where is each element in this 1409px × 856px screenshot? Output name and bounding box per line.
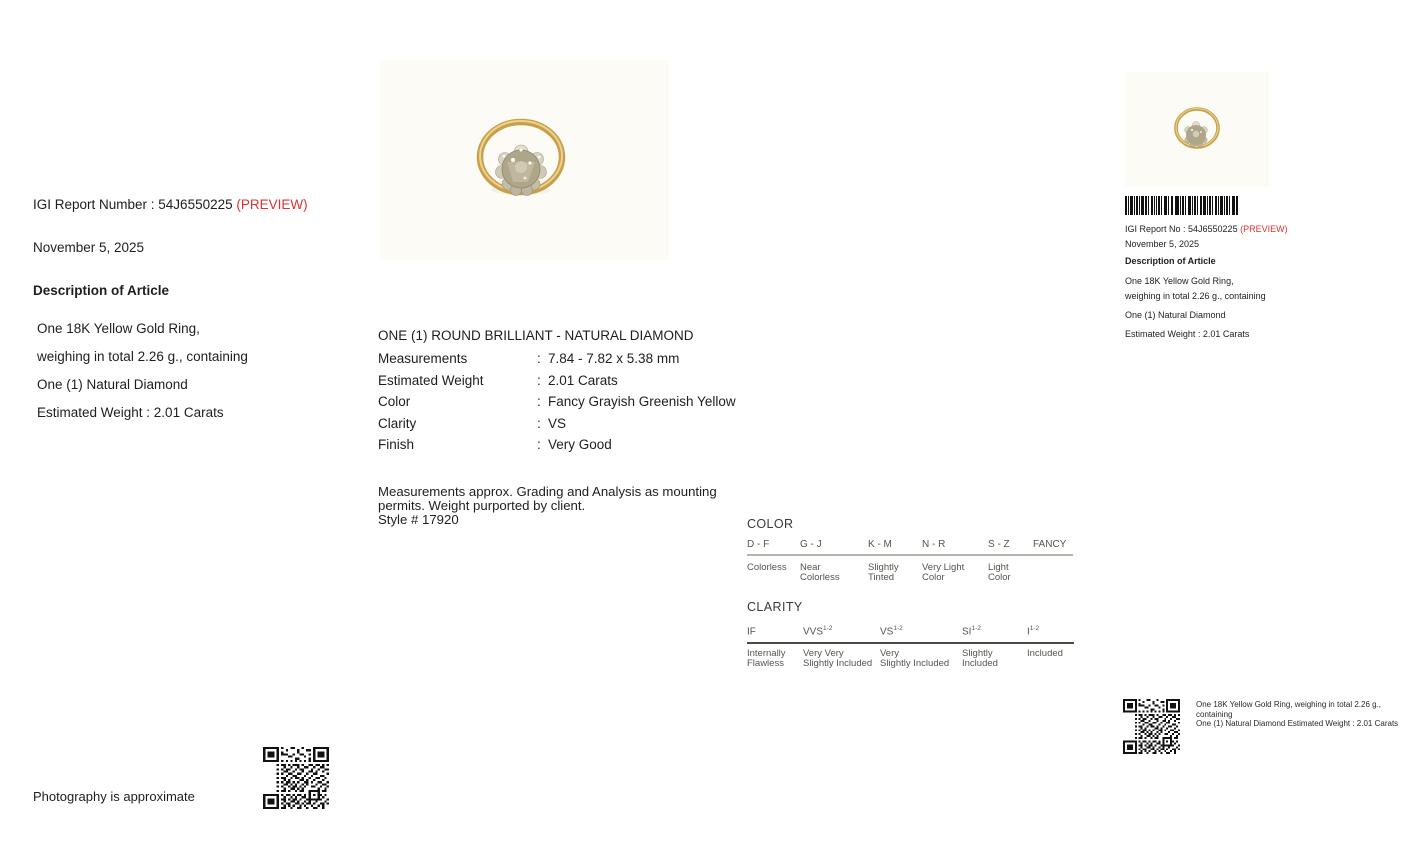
spec-label: Color: [378, 394, 411, 409]
diamond-head: [1185, 121, 1208, 147]
report-date: November 5, 2025: [33, 240, 145, 255]
color-desc: Colorless: [747, 562, 787, 573]
report-number-line-small: [1125, 224, 1288, 234]
clarity-scale-rule: [747, 642, 1074, 644]
clarity-scale-title: CLARITY: [747, 600, 803, 614]
preview-tag: (PREVIEW): [1240, 224, 1288, 234]
report-number-line: [33, 197, 308, 212]
spec-row-measurements: [378, 351, 679, 366]
qr-caption-line: One 18K Yellow Gold Ring, weighing in total 2.26 g.,: [1196, 700, 1382, 709]
spec-value: 2.01 Carats: [548, 372, 618, 388]
description-line: Estimated Weight : 2.01 Carats: [37, 405, 224, 420]
qr-code: [1123, 699, 1180, 754]
spec-row-finish: [378, 437, 612, 452]
clarity-grade: VS$^{1-2}$: [880, 625, 903, 638]
spec-row-weight: [378, 373, 618, 388]
qr-caption-line: containing: [1196, 709, 1233, 719]
spec-label: Estimated Weight: [378, 372, 484, 388]
description-line: One (1) Natural Diamond: [37, 377, 188, 392]
clarity-desc: Very Slightly Included: [880, 648, 950, 669]
clarity-desc: Internally Flawless: [747, 648, 786, 669]
clarity-grade: IF: [747, 626, 756, 638]
spec-table: [378, 351, 738, 461]
color-desc: Near Colorless: [800, 562, 840, 583]
description-line-small: One 18K Yellow Gold Ring,: [1125, 276, 1234, 286]
spec-colon: :: [537, 394, 541, 409]
description-heading-small: Description of Article: [1125, 256, 1216, 266]
description-line: One 18K Yellow Gold Ring,: [37, 321, 200, 336]
report-number-text: IGI Report No : 54J6550225: [1125, 224, 1238, 234]
qr-code: [263, 747, 329, 809]
color-grade: FANCY: [1033, 539, 1067, 550]
description-heading: Description of Article: [33, 283, 170, 298]
diamond-head: [496, 145, 547, 196]
note-line: Measurements approx. Grading and Analysis as mounting: [378, 484, 717, 499]
clarity-grade: SI$^{1-2}$: [962, 625, 981, 638]
color-grade: K - M: [868, 539, 892, 550]
spec-row-color: [378, 394, 736, 409]
notes-block: [378, 484, 738, 530]
color-grade: D - F: [747, 539, 770, 550]
barcode: [1125, 196, 1238, 215]
color-desc: Light Color: [988, 562, 1011, 583]
color-grade: N - R: [922, 539, 946, 550]
clarity-desc: Included: [1027, 648, 1063, 659]
spec-value: Fancy Grayish Greenish Yellow: [548, 394, 736, 409]
description-line-small: Estimated Weight : 2.01 Carats: [1125, 329, 1250, 339]
description-line-small: weighing in total 2.26 g., containing: [1125, 291, 1266, 301]
qr-caption-line: One (1) Natural Diamond Estimated Weight : 2.01 Carats: [1196, 719, 1399, 728]
color-scale-rule: [747, 554, 1073, 556]
preview-tag: (PREVIEW): [236, 197, 308, 212]
ring-photo-small: [1125, 72, 1270, 187]
clarity-desc: Very Very Slightly Included: [803, 648, 873, 669]
note-line: Style # 17920: [378, 512, 459, 527]
report-number-text: IGI Report Number : 54J6550225: [33, 197, 233, 212]
spec-value: VS: [548, 415, 567, 431]
clarity-grade: $I^{1-2}$: [1027, 625, 1040, 638]
spec-row-clarity: [378, 416, 566, 431]
photography-note: Photography is approximate: [33, 789, 195, 804]
spec-label: Measurements: [378, 351, 468, 366]
clarity-grade: VVS$^{1-2}$: [803, 625, 833, 638]
note-line: permits. Weight purported by client.: [378, 498, 586, 513]
color-grade: G - J: [800, 539, 822, 550]
color-desc: Very Light Color: [922, 562, 965, 583]
description-line: weighing in total 2.26 g., containing: [37, 349, 248, 364]
ring-photo-large: [380, 60, 670, 260]
description-line-small: One (1) Natural Diamond: [1125, 310, 1226, 320]
spec-colon: :: [537, 351, 541, 366]
color-scale: [747, 517, 1077, 587]
clarity-scale: [747, 600, 1077, 675]
spec-label: Clarity: [378, 415, 417, 431]
spec-colon: :: [537, 415, 541, 431]
qr-caption: [1196, 700, 1409, 729]
spec-colon: :: [537, 372, 541, 388]
color-desc: Slightly Tinted: [868, 562, 899, 583]
clarity-desc: Slightly Included: [962, 648, 998, 669]
spec-value: Very Good: [548, 437, 612, 452]
spec-value: 7.84 - 7.82 x 5.38 mm: [548, 351, 680, 366]
color-grade: S - Z: [988, 539, 1010, 550]
spec-label: Finish: [378, 437, 415, 452]
color-scale-title: COLOR: [747, 517, 794, 531]
spec-colon: :: [537, 437, 541, 452]
diamond-heading: ONE (1) ROUND BRILLIANT - NATURAL DIAMOND: [378, 328, 694, 343]
report-date-small: November 5, 2025: [1125, 239, 1200, 249]
